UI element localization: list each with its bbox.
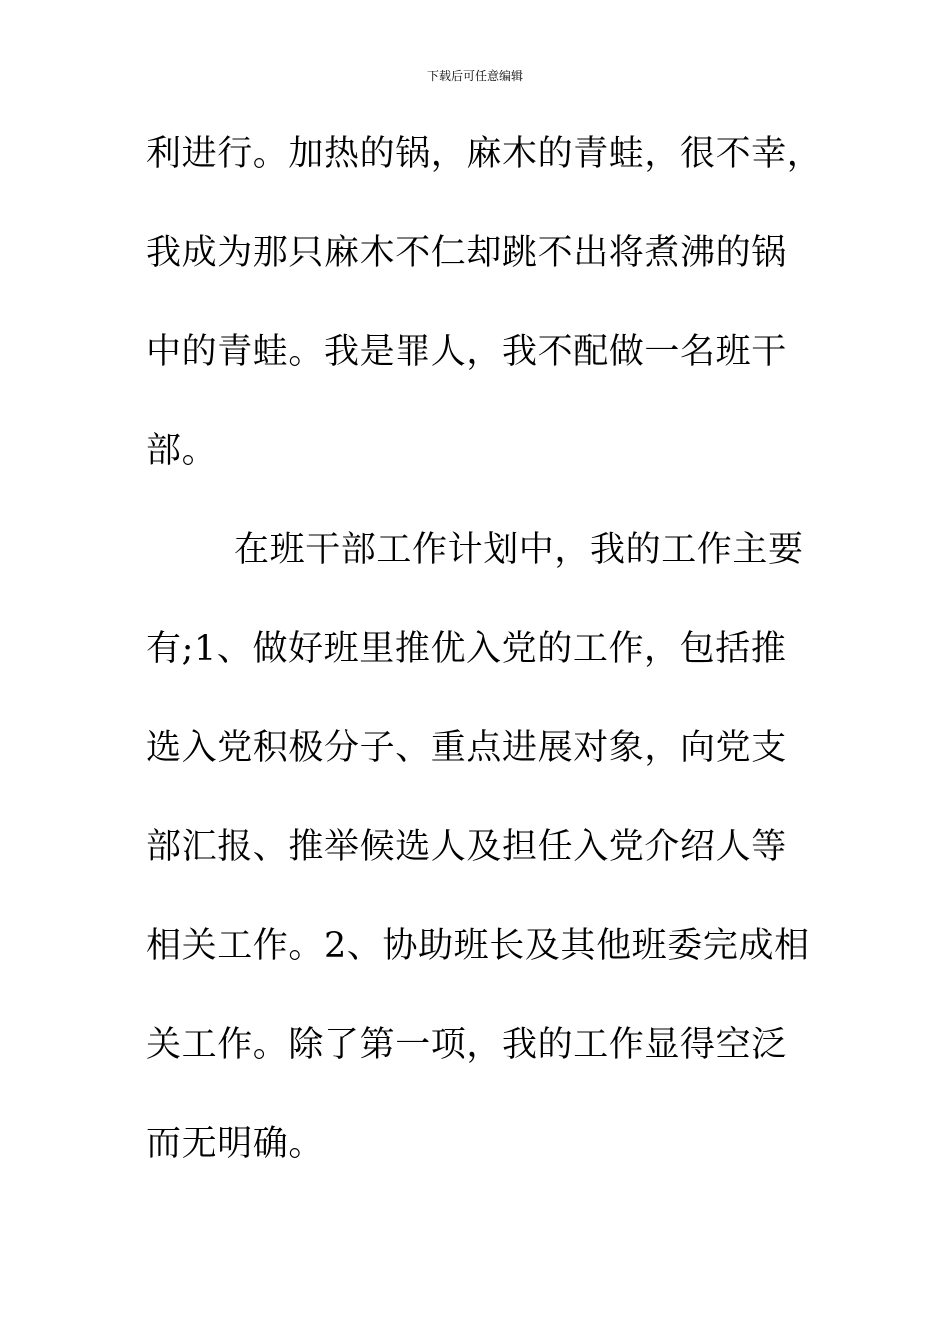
text-line: 我成为那只麻木不仁却跳不出将煮沸的锅 xyxy=(146,233,787,273)
paragraph xyxy=(146,105,823,501)
paragraph xyxy=(146,501,810,1194)
text-line: 部汇报、推举候选人及担任入党介绍人等 xyxy=(146,827,787,867)
text-line: 而无明确。 xyxy=(146,1124,325,1164)
text-line: 关工作。除了第一项，我的工作显得空泛 xyxy=(146,1025,787,1065)
text-line: 有;1、做好班里推优入党的工作，包括推 xyxy=(146,629,787,669)
text-line: 选入党积极分子、重点进展对象，向党支 xyxy=(146,728,787,768)
text-line: 在班干部工作计划中，我的工作主要 xyxy=(234,530,804,570)
text-line: 部。 xyxy=(146,431,218,471)
text-line: 利进行。加热的锅，麻木的青蛙，很不幸， xyxy=(146,134,823,174)
document-body xyxy=(146,105,823,1194)
text-line: 中的青蛙。我是罪人，我不配做一名班干 xyxy=(146,332,787,372)
text-line: 相关工作。2、协助班长及其他班委完成相 xyxy=(146,926,810,966)
page-header: 下载后可任意编辑 xyxy=(426,69,523,83)
